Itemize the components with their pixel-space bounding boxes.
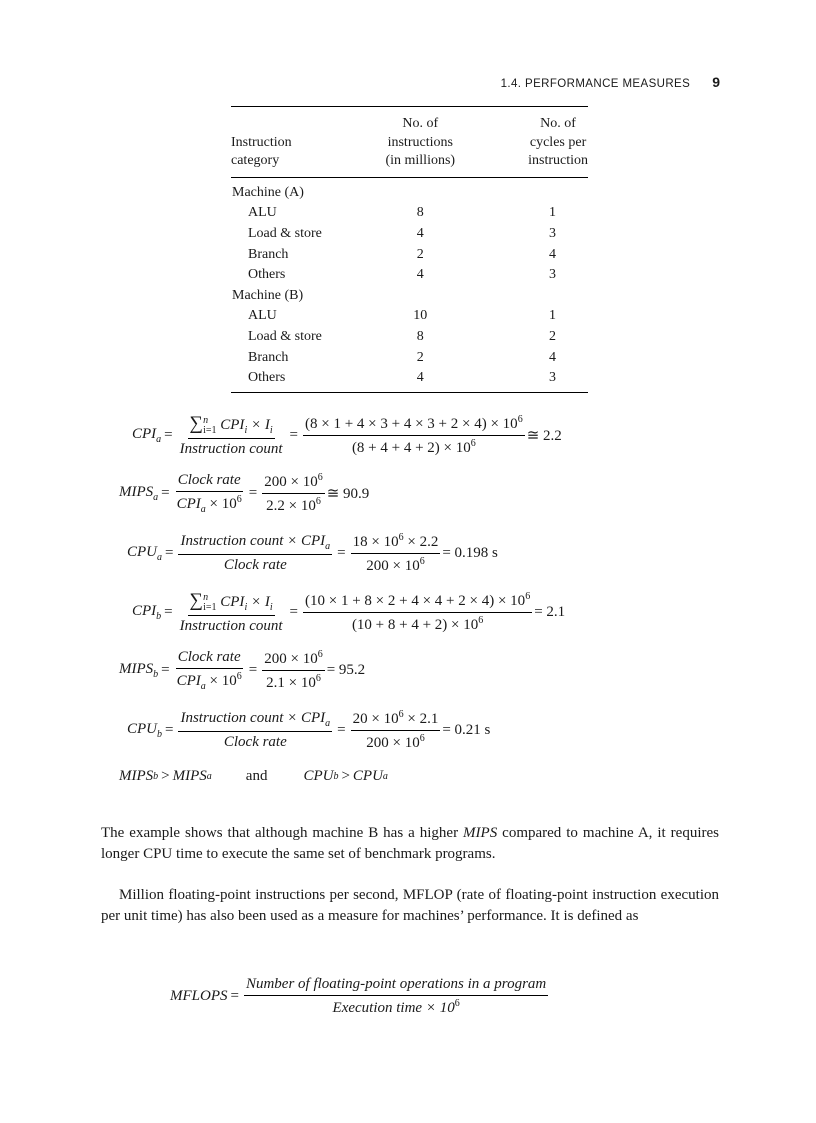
comparison-line: MIPS b > MIPS a and CPU b > CPU a — [119, 768, 388, 784]
table-row: Branch 2 4 — [248, 246, 556, 262]
paragraph-mflop: Million floating-point instructions per second, MFLOP (rate of floating-point instruction execution per unit time) has also been used as a measure for machines’ performance. It is defined as — [101, 887, 719, 924]
header-instructions: No. of instructions (in millions) — [385, 116, 456, 169]
table-row: Others 4 3 — [248, 267, 556, 283]
table-row: Branch 2 4 — [248, 349, 556, 365]
equation-cpi-b: $CPI_b$ = $\frac{\sum^n_{i=1} CPI_i \times I_i}{\text{Instruction count}}$ = $\frac{(10 \times 1 + 8 \times 2 + 4 \times 4 + 2 \times 4) \times 10^6}{(10 + 8 + 4 + 2) \times 10^6}$ = 2.1 — [132, 590, 566, 634]
machine-a-heading-row: Machine (A) — [232, 184, 304, 200]
equation-mips-b: $MIPS_b$ = $\frac{\text{Clock rate}}{CPI_a \times 10^6}$ = $\frac{200 \times 10^6}{2.1 \times 10^6}$ = 95.2 — [119, 649, 366, 692]
equation-mips-a: $MIPS_a$ = $\frac{\text{Clock rate}}{CPI_a \times 10^6}$ = $\frac{200 \times 10^6}{2.2 \times 10^6}$ ≅ 90.9 — [119, 472, 370, 515]
equation-mflops: MFLOPS = $\frac{\text{Number of floating-point operations in a program}}{Execution time \times 10^6}$ — [170, 976, 547, 1016]
paragraph-example: The example shows that although machine B has a higher MIPS compared to machine A, it requires longer CPU time to execute the same set of benchmark programs. — [101, 825, 719, 862]
header-category: Instruction category — [231, 134, 292, 169]
table-row: Others 4 3 — [248, 370, 556, 386]
header-cycles: No. of cycles per instruction — [528, 116, 588, 169]
table-row: Load & store 8 2 — [248, 328, 556, 344]
section-title: 1.4. PERFORMANCE MEASURES — [500, 78, 691, 90]
table-row: Load & store 4 3 — [248, 225, 556, 241]
equation-cpu-a: $CPU_a$ = $\frac{Instruction count \times CPI_a}{\text{Clock rate}}$ = $\frac{18 \times 10^6 \times 2.2}{200 \times 10^6}$ = 0.198 s — [127, 532, 498, 574]
page-number: 9 — [712, 74, 720, 90]
table-row: ALU 8 1 — [248, 205, 556, 221]
machine-b-heading-row: Machine (B) — [232, 287, 304, 303]
equation-cpi-a: $CPI_a$ = $\frac{\sum^n_{i=1} CPI_i \times I_i}{\text{Instruction count}}$ = $\frac{(8 \times 1 + 4 \times 3 + 4 \times 3 + 2 \times 4) \times 10^6}{(8 + 4 + 4 + 2) \times 10^6}$ ≅ 2.2 — [132, 413, 562, 457]
equation-cpu-b: $CPU_b$ = $\frac{Instruction count \times CPI_a}{\text{Clock rate}}$ = $\frac{20 \times 10^6 \times 2.1}{200 \times 10^6}$ = 0.21 s — [127, 709, 491, 751]
table-row: ALU 10 1 — [248, 308, 556, 324]
instruction-table — [231, 106, 588, 393]
running-header — [420, 74, 720, 92]
